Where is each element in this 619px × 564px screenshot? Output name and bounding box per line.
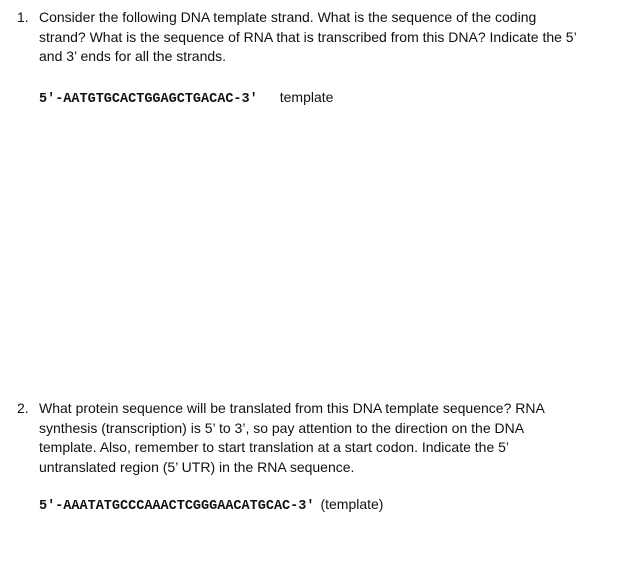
question-text (39, 399, 604, 477)
question-number: 2. (17, 400, 29, 416)
dna-sequence-row (39, 88, 333, 110)
question-text-line: Consider the following DNA template strand. What is the sequence of the coding (39, 9, 537, 25)
question-text-line: template. Also, remember to start translation at a start codon. Indicate the 5’ (39, 439, 510, 456)
question-text-line: strand? What is the sequence of RNA that is transcribed from this DNA? Indicate the 5’ (39, 28, 577, 45)
dna-sequence: 5'-AATGTGCACTGGAGCTGACAC-3' (39, 92, 258, 107)
question-text-line: untranslated region (5’ UTR) in the RNA sequence. (39, 458, 355, 475)
question-text (39, 8, 604, 67)
dna-sequence-row (39, 495, 383, 517)
question-number: 1. (17, 9, 29, 25)
strand-label: template (279, 89, 334, 105)
question-text-line: What protein sequence will be translated from this DNA template sequence? RNA (39, 400, 545, 416)
question-text-line: and 3’ ends for all the strands. (39, 48, 227, 65)
dna-sequence: 5'-AAATATGCCCAAACTCGGGAACATGCAC-3' (39, 499, 315, 514)
strand-label: (template) (320, 496, 384, 512)
question-text-line: synthesis (transcription) is 5’ to 3’, so pay attention to the direction on the DNA (39, 419, 525, 436)
